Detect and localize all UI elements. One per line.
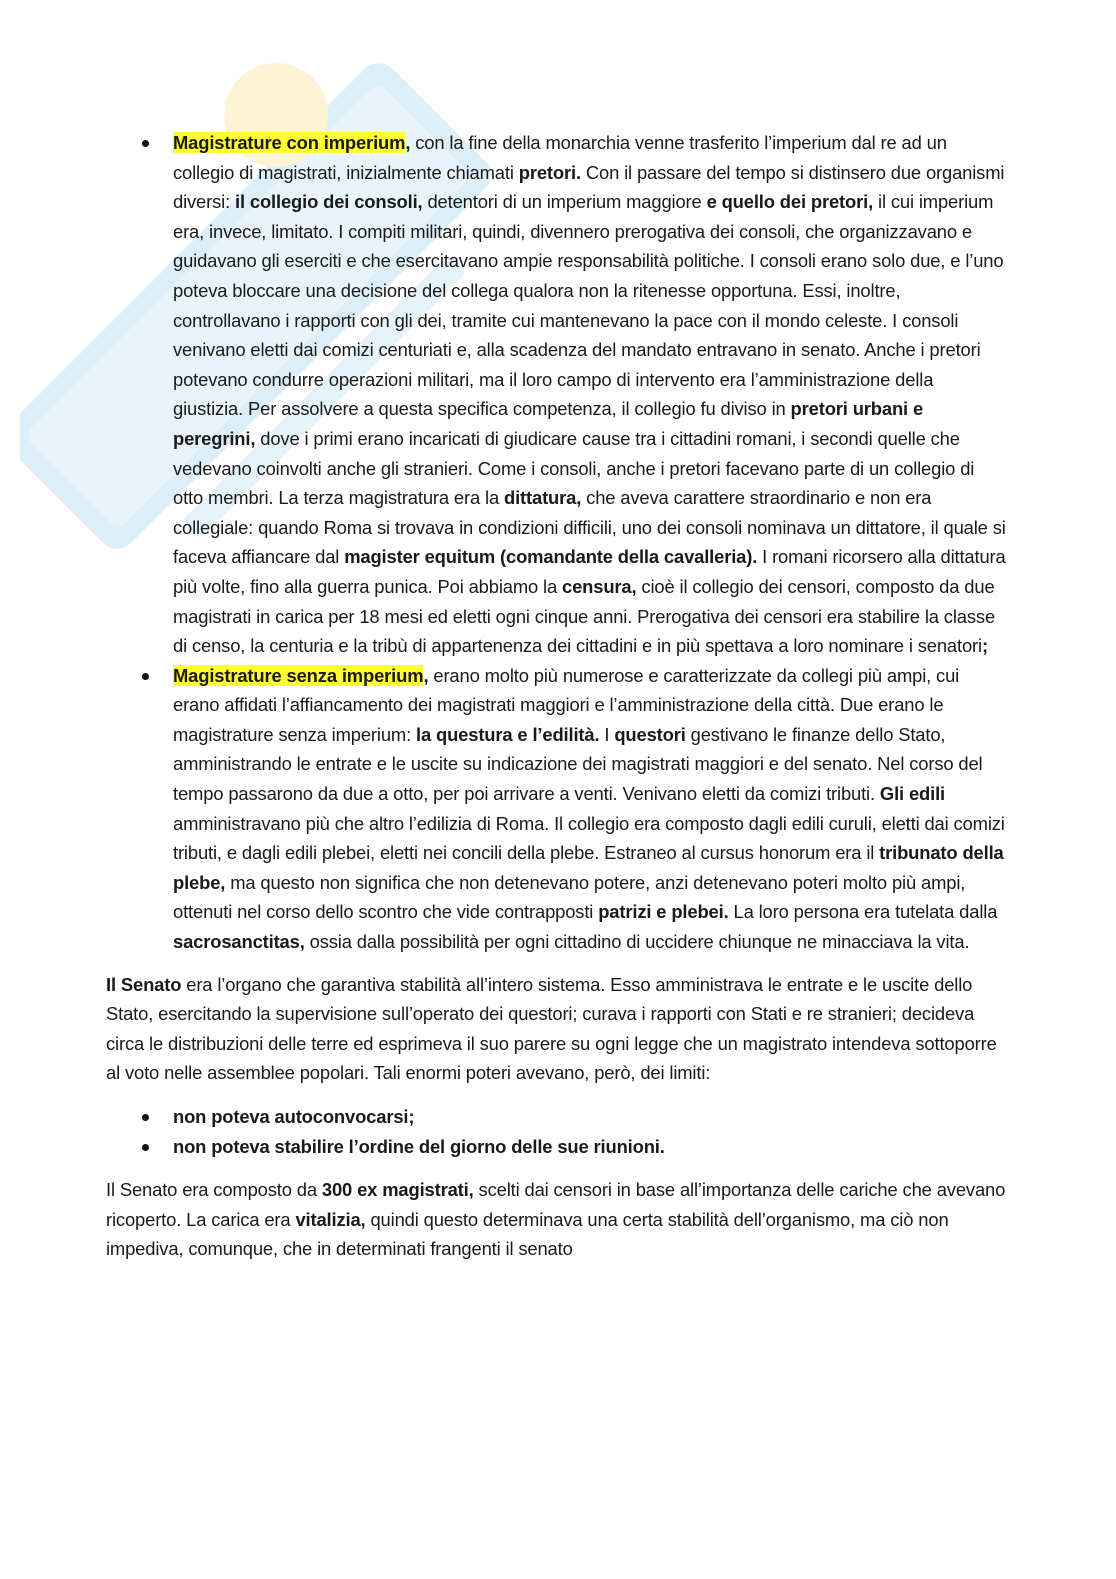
bold-term: dittatura, [504, 487, 582, 509]
bold-term: la questura e l’edilità. [416, 723, 600, 745]
text-run: Con il passare del tempo si distinsero due organismi diversi: [173, 161, 1005, 213]
list-item-text [173, 665, 1005, 952]
text-run: erano molto più numerose e caratterizzate da collegi più ampi, cui erano affidati l’affiancamento dei magistrati maggiori e l’amministrazione della città. Due erano le magistrature senza imperium: [173, 664, 960, 745]
bold-term: magister equitum (comandante della cavalleria). [344, 546, 758, 568]
senato-limits-list [106, 1102, 1006, 1161]
bold-term: pretori. [518, 161, 581, 183]
text-run: era l’organo che garantiva stabilità all’intero sistema. Esso amministrava le entrate e le uscite dello Stato, esercitando la supervisione sull’operato dei questori; curava i rapporti con Stati e re stranieri; decideva circa le distribuzioni delle terre ed esprimeva il suo parere su ogni legge che un magistrato intendeva sottoporre al voto nelle assemblee popolari. Tali enormi poteri avevano, però, dei limiti: [106, 973, 997, 1084]
highlighted-term: Magistrature con imperium [173, 132, 406, 153]
bold-term: , [423, 664, 429, 686]
text-run: detentori di un imperium maggiore [422, 191, 707, 213]
bold-term: Gli edili [879, 783, 945, 805]
text-run: ossia dalla possibilità per ogni cittadino di uccidere chiunque ne minacciava la vita. [304, 931, 970, 953]
bold-term: 300 ex magistrati, [321, 1179, 474, 1201]
list-item-magistrature-con-imperium [106, 128, 1006, 661]
bold-term: ; [981, 635, 988, 657]
text-run: La loro persona era tutelata dalla [728, 901, 998, 923]
text-run: quindi questo determinava una certa stabilità dell’organismo, ma ciò non impediva, comunque, che in determinati frangenti il senato [106, 1208, 949, 1260]
bold-term: sacrosanctitas, [173, 931, 305, 953]
text-run: che aveva carattere straordinario e non era collegiale: quando Roma si trovava in condizioni difficili, uno dei consoli nominava un dittatore, il quale si faceva affiancare dal [173, 487, 1006, 568]
text-run: il cui imperium era, invece, limitato. I compiti militari, quindi, divennero prerogativa dei consoli, che organizzavano e guidavano gli eserciti e che esercitavano ampie responsabilità politiche. I consoli erano solo due, e l’uno poteva bloccare una decisione del collega qualora non la ritenesse opportuna. Essi, inoltre, controllavano i rapporti con gli dei, tramite cui mantenevano la pace con il mondo celeste. I consoli venivano eletti dai comizi centuriati e, alla scadenza del mandato entravano in senato. Anche i pretori potevano condurre operazioni militari, ma il loro campo di intervento era l’amministrazione della giustizia. Per assolvere a questa specifica competenza, il collegio fu diviso in [173, 191, 1004, 420]
text-run: amministravano più che altro l’edilizia di Roma. Il collegio era composto dagli edili curuli, eletti dai comizi tributi, e dagli edili plebei, eletti nei concili della plebe. Estraneo al cursus honorum era il [173, 812, 1005, 864]
composition-paragraph [106, 1175, 1006, 1264]
bold-term: e quello dei pretori, [706, 191, 874, 213]
text-run: scelti dai censori in base all’importanza delle cariche che avevano ricoperto. La carica era [106, 1179, 1006, 1230]
text-run: dove i primi erano incaricati di giudicare cause tra i cittadini romani, i secondi quelle che vedevano coinvolti anche gli stranieri. Come i consoli, anche i pretori facevano parte di un collegio di otto membri. La terza magistratura era la [173, 427, 975, 509]
bold-term: pretori urbani e peregrini, [173, 398, 924, 449]
bold-term: il collegio dei consoli, [235, 191, 423, 213]
bold-term: questori [614, 723, 686, 745]
text-run: con la fine della monarchia venne trasferito l’imperium dal re ad un collegio di magistrati, inizialmente chiamati [173, 132, 947, 183]
limit-text: non poteva stabilire l’ordine del giorno delle sue riunioni. [173, 1135, 665, 1157]
text-run: I [599, 723, 615, 745]
list-item-magistrature-senza-imperium [106, 661, 1006, 957]
highlighted-term: Magistrature senza imperium [173, 664, 424, 686]
text-run: cioè il collegio dei censori, composto da due magistrati in carica per 18 mesi ed eletti ogni cinque anni. Prerogativa dei censori era stabilire la classe di censo, la centuria e la tribù di appartenenza dei cittadini e in più spettava a loro nominare i senatori [173, 575, 996, 657]
limit-text: non poteva autoconvocarsi; [173, 1106, 415, 1127]
list-item-limit [106, 1132, 1006, 1162]
bold-term: censura, [562, 575, 637, 597]
text-run: gestivano le finanze dello Stato, amministrando le entrate e le uscite su indicazione dei magistrati maggiori e del senato. Nel corso del tempo passarono da due a otto, per poi arrivare a venti. Venivano eletti da comizi tributi. [173, 723, 983, 805]
list-item-text [173, 132, 1006, 656]
bold-term: vitalizia, [295, 1208, 366, 1230]
bold-term: patrizi e plebei. [598, 901, 729, 923]
text-run: Il Senato era composto da [106, 1179, 322, 1201]
bold-term: Il Senato [106, 973, 182, 995]
document-page [106, 128, 1006, 1264]
senato-paragraph [106, 970, 1006, 1088]
magistrature-list [106, 128, 1006, 957]
bold-term: tribunato della plebe, [173, 842, 1004, 893]
list-item-limit [106, 1102, 1006, 1132]
text-run: ma questo non significa che non detenevano potere, anzi detenevano poteri molto più ampi, ottenuti nel corso dello scontro che vide contrapposti [173, 871, 966, 923]
text-run: I romani ricorsero alla dittatura più volte, fino alla guerra punica. Poi abbiamo la [173, 546, 1006, 597]
bold-term: , [405, 132, 411, 153]
